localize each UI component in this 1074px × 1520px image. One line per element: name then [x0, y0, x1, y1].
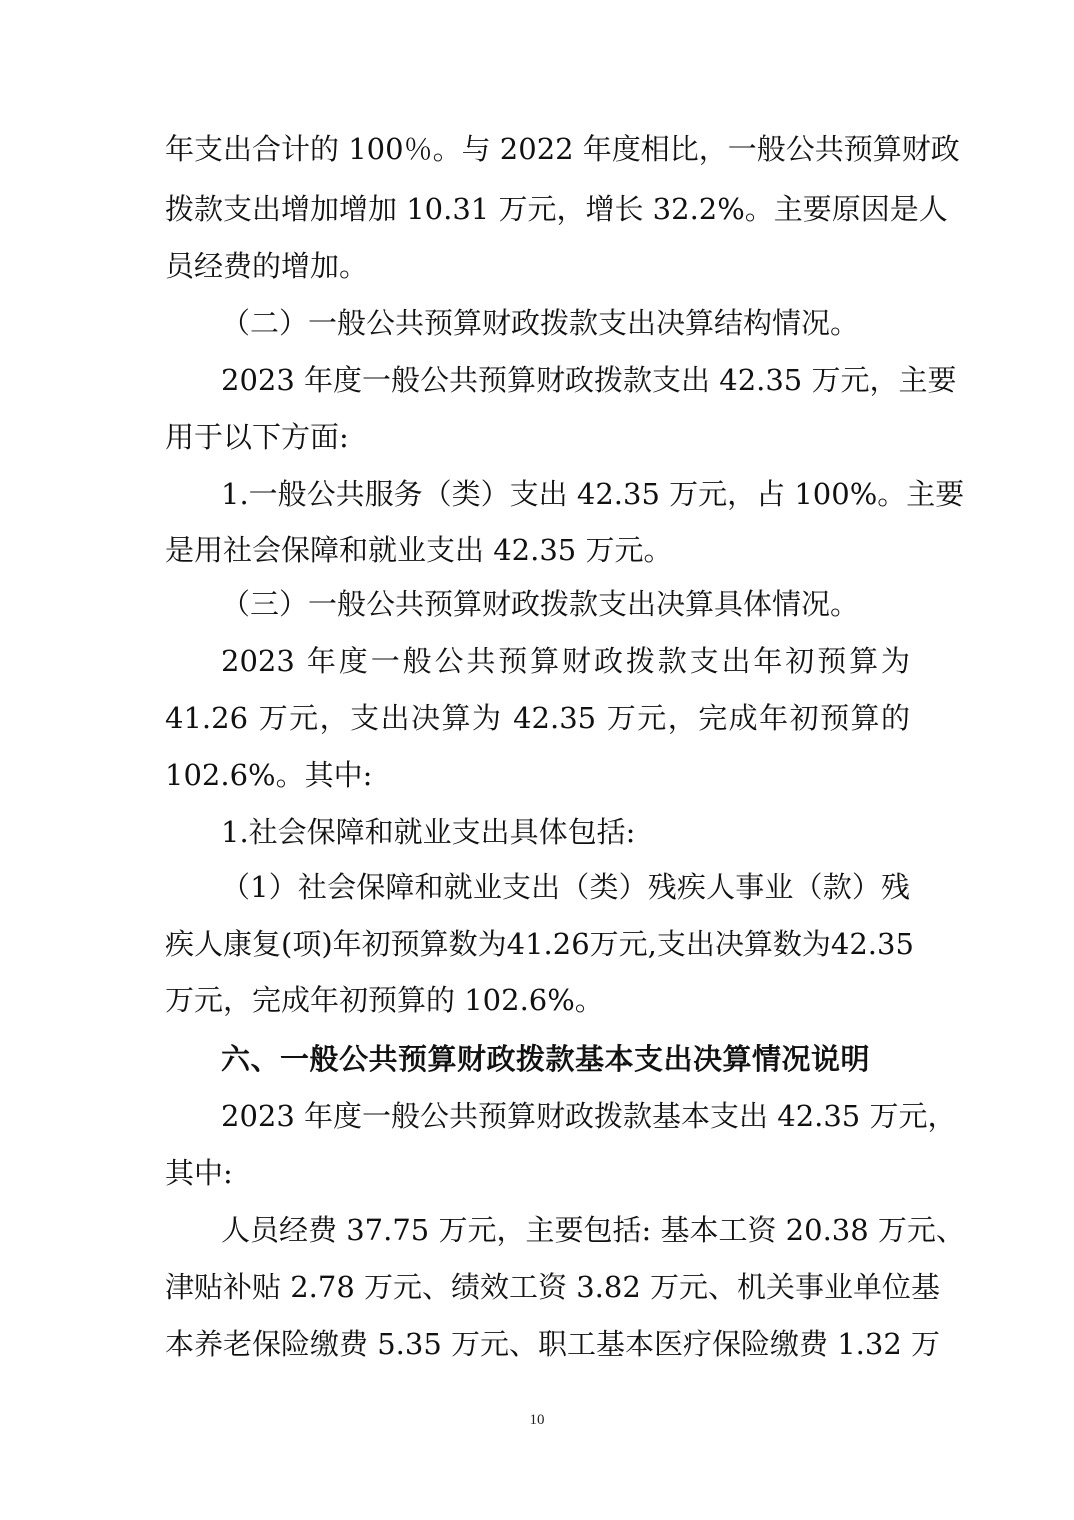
- body-text-line: 津贴补贴 2.78 万元、绩效工资 3.82 万元、机关事业单位基: [165, 1270, 941, 1304]
- body-text-line: 1.社会保障和就业支出具体包括:: [221, 815, 636, 849]
- body-text-line: 疾人康复(项)年初预算数为41.26万元,支出决算数为42.35: [165, 927, 914, 961]
- section-subheading: （二）一般公共预算财政拨款支出决算结构情况。: [221, 306, 860, 340]
- body-text-line: 1.一般公共服务（类）支出 42.35 万元，占 100%。主要: [221, 477, 965, 511]
- body-text-line: 用于以下方面:: [165, 420, 349, 454]
- page-number: 10: [529, 1412, 545, 1428]
- body-text-line: 2023 年度一般公共预算财政拨款基本支出 42.35 万元，: [221, 1099, 957, 1133]
- body-text-line: 2023 年度一般公共预算财政拨款支出年初预算为: [221, 644, 910, 678]
- section-subheading: （三）一般公共预算财政拨款支出决算具体情况。: [221, 587, 860, 621]
- body-text-line: （1）社会保障和就业支出（类）残疾人事业（款）残: [221, 870, 910, 904]
- body-text-line: 万元，完成年初预算的 102.6%。: [165, 983, 604, 1017]
- body-text-line: 员经费的增加。: [165, 249, 369, 283]
- body-text-line: 2023 年度一般公共预算财政拨款支出 42.35 万元，主要: [221, 363, 957, 397]
- body-text-line: 是用社会保障和就业支出 42.35 万元。: [165, 533, 673, 567]
- body-text-line: 本养老保险缴费 5.35 万元、职工基本医疗保险缴费 1.32 万: [165, 1327, 941, 1361]
- body-text-line: 其中:: [165, 1156, 233, 1190]
- body-text-line: 年支出合计的 100％。与 2022 年度相比，一般公共预算财政: [165, 132, 960, 166]
- section-heading: 六、一般公共预算财政拨款基本支出决算情况说明: [221, 1042, 871, 1076]
- body-text-line: 拨款支出增加增加 10.31 万元，增长 32.2%。主要原因是人: [165, 192, 948, 226]
- body-text-line: 102.6%。其中:: [165, 758, 373, 792]
- body-text-line: 人员经费 37.75 万元，主要包括: 基本工资 20.38 万元、: [221, 1213, 965, 1247]
- body-text-line: 41.26 万元，支出决算为 42.35 万元，完成年初预算的: [165, 701, 910, 735]
